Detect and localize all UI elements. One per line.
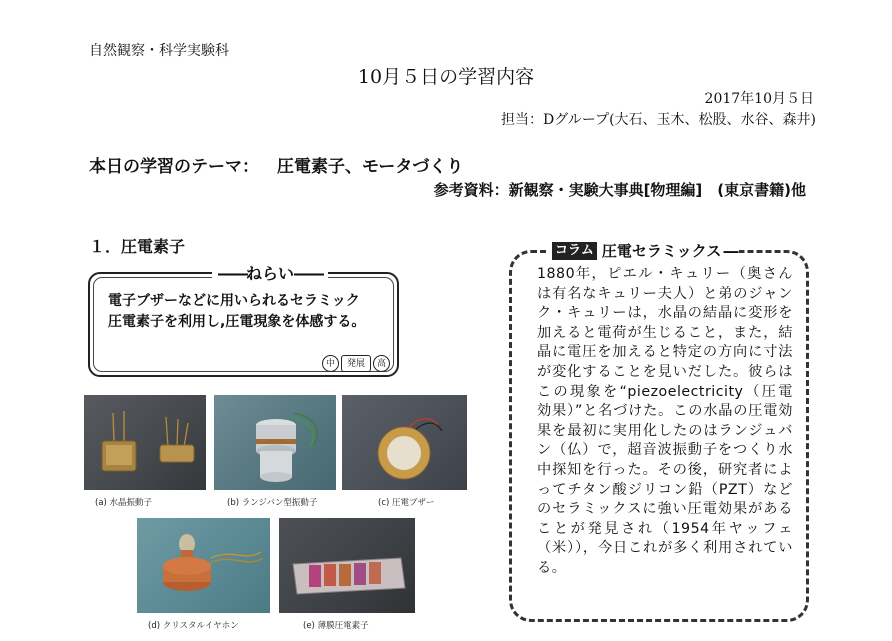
theme-label: 本日の学習のテーマ：: [89, 157, 259, 177]
photo-caption: (d) クリスタルイヤホン: [148, 621, 239, 631]
photo-crystal-earphone: [137, 518, 270, 613]
section-heading-piezo: １．圧電素子: [89, 237, 186, 256]
photo-caption: (a) 水晶振動子: [95, 498, 153, 508]
column-title: 圧電セラミックス: [601, 242, 722, 260]
column-label: コラム: [552, 242, 597, 260]
photo-piezo-buzzer: [342, 395, 467, 490]
photo-caption: (b) ランジバン型振動子: [227, 498, 318, 508]
theme-line: [89, 152, 463, 177]
page-title: 10月５日の学習内容: [357, 66, 535, 88]
staff-label: 担当：Dグループ(大石、玉木、松股、水谷、森井): [500, 112, 816, 128]
reference-line: 参考資料：新観察・実験大事典[物理編] (東京書籍)他: [433, 181, 806, 199]
aim-label-text: ねらい: [246, 264, 295, 283]
aim-level-tags: [322, 355, 390, 372]
column-heading: コラム 圧電セラミックス ―: [548, 240, 739, 261]
theme-value: 圧電素子、モータづくり: [277, 157, 464, 177]
level-tag-advanced: 発展: [341, 355, 371, 372]
date-label: 2017年10月５日: [704, 91, 814, 107]
column-body: 1880年，ピエル・キュリー（奥さんは有名なキュリー夫人）と弟のジャンク・キュリーは，水晶の結晶に変形を加えると電荷が生じること，また，結晶に電圧を加えると特定の方向に寸法が変化することを見いだした。彼らはこの現象を“piezoelectricity（圧電効果）”と名づけた。この水晶の圧電効果を最初に実用化したのはランジュバン（仏）で，超音波振動子をつくり水中探知を行った。その後，研究者によってチタン酸ジリコン鉛（PZT）などのセラミックスに強い圧電効果があることが発見され（1954年ヤッフェ（米）），今日これが多く利用されている。: [537, 266, 793, 576]
aim-text: [108, 291, 365, 333]
photo-langevin-transducer: [214, 395, 336, 490]
aim-label: ――ねらい――: [212, 261, 328, 284]
photo-caption: (c) 圧電ブザー: [378, 498, 435, 508]
aim-line: 電子ブザーなどに用いられるセラミック: [108, 293, 360, 309]
level-tag-middle: 中: [322, 355, 339, 372]
subject-label: 自然観察・科学実験科: [89, 43, 229, 59]
photo-thin-film-piezo: [279, 518, 415, 613]
photo-quartz-oscillator: [84, 395, 206, 490]
level-tag-high: 高: [373, 355, 390, 372]
aim-line: 圧電素子を利用し,圧電現象を体感する。: [108, 314, 366, 330]
photo-caption: (e) 薄膜圧電素子: [303, 621, 369, 631]
